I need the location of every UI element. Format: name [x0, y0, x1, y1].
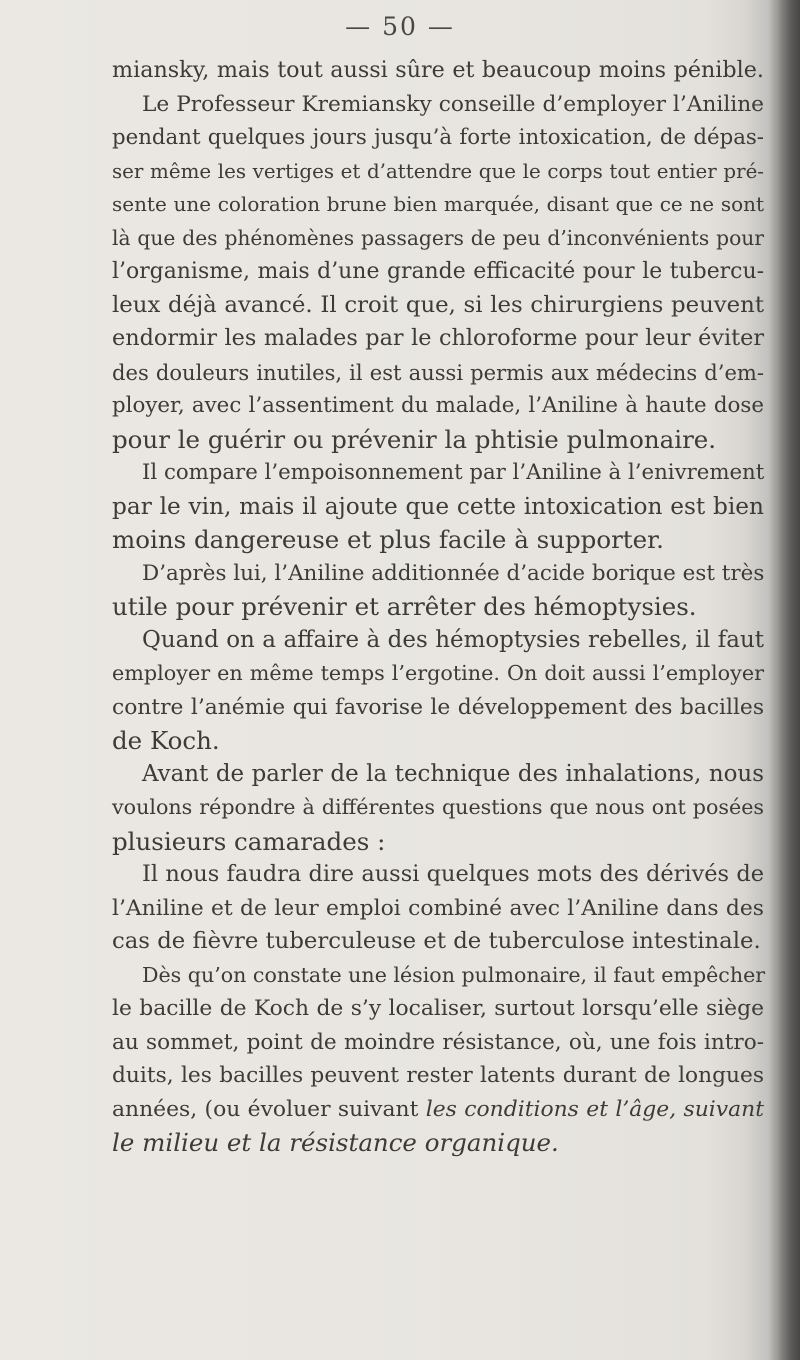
- text-line: contre l’anémie qui favorise le développement des bacilles: [112, 694, 764, 720]
- text-line: par le vin, mais il ajoute que cette intoxication est bien: [112, 492, 764, 520]
- text-line: voulons répondre à différentes questions que nous ont posées: [112, 795, 764, 819]
- text-line: Avant de parler de la technique des inhalations, nous: [142, 760, 764, 787]
- text-line: l’organisme, mais d’une grande efficacité pour le tubercu-: [112, 259, 764, 284]
- text-line: employer en même temps l’ergotine. On doit aussi l’employer: [112, 661, 764, 685]
- text-line: duits, les bacilles peuvent rester latents durant de longues: [112, 1063, 764, 1088]
- text-line: Dès qu’on constate une lésion pulmonaire, il faut empêcher: [142, 962, 766, 987]
- text-line: pour le guérir ou prévenir la phtisie pulmonaire.: [112, 424, 717, 454]
- text-line: cas de fièvre tuberculeuse et de tuberculose intestinale.: [112, 928, 761, 954]
- text-line-italic: les conditions et l’âge, suivant: [425, 1096, 765, 1122]
- text-line: plusieurs camarades :: [112, 826, 386, 856]
- text-line: miansky, mais tout aussi sûre et beaucoup moins pénible.: [112, 57, 764, 83]
- text-line: utile pour prévenir et arrêter des hémoptysies.: [112, 592, 697, 621]
- text-line: Quand on a affaire à des hémoptysies rebelles, il faut: [142, 626, 764, 653]
- text-line: l’Aniline et de leur emploi combiné avec l’Aniline dans des: [112, 895, 764, 921]
- text-line: le bacille de Koch de s’y localiser, surtout lorsqu’elle siège: [112, 996, 764, 1021]
- text-line: Il nous faudra dire aussi quelques mots des dérivés de: [142, 861, 764, 887]
- body-text: [112, 54, 764, 1160]
- text-line: de Koch.: [112, 726, 220, 755]
- text-line-italic: le milieu et la résistance organique.: [112, 1128, 559, 1157]
- text-line: leux déjà avancé. Il croit que, si les chirurgiens peuvent: [112, 291, 764, 318]
- text-line-roman: années, (ou évoluer suivant: [112, 1096, 419, 1122]
- text-line: là que des phénomènes passagers de peu d’inconvénients pour: [112, 225, 764, 250]
- page-number: — 50 —: [345, 12, 455, 41]
- text-line: D’après lui, l’Aniline additionnée d’acide borique est très: [142, 560, 765, 586]
- text-line: ployer, avec l’assentiment du malade, l’Aniline à haute dose: [112, 393, 764, 418]
- text-line: moins dangereuse et plus facile à supporter.: [112, 525, 664, 554]
- text-line: endormir les malades par le chloroforme pour leur éviter: [112, 325, 764, 351]
- text-line: sente une coloration brune bien marquée, disant que ce ne sont: [112, 192, 764, 216]
- text-line: des douleurs inutiles, il est aussi permis aux médecins d’em-: [112, 359, 764, 385]
- text-line: au sommet, point de moindre résistance, où, une fois intro-: [112, 1029, 764, 1055]
- text-line: pendant quelques jours jusqu’à forte intoxication, de dépas-: [112, 125, 764, 150]
- text-line: Le Professeur Kremiansky conseille d’employer l’Aniline: [142, 91, 764, 117]
- text-line-mixed: [112, 1093, 764, 1127]
- page-edge-shadow: [778, 0, 800, 1360]
- text-line: Il compare l’empoisonnement par l’Aniline à l’enivrement: [142, 460, 765, 485]
- text-line: ser même les vertiges et d’attendre que le corps tout entier pré-: [112, 159, 764, 183]
